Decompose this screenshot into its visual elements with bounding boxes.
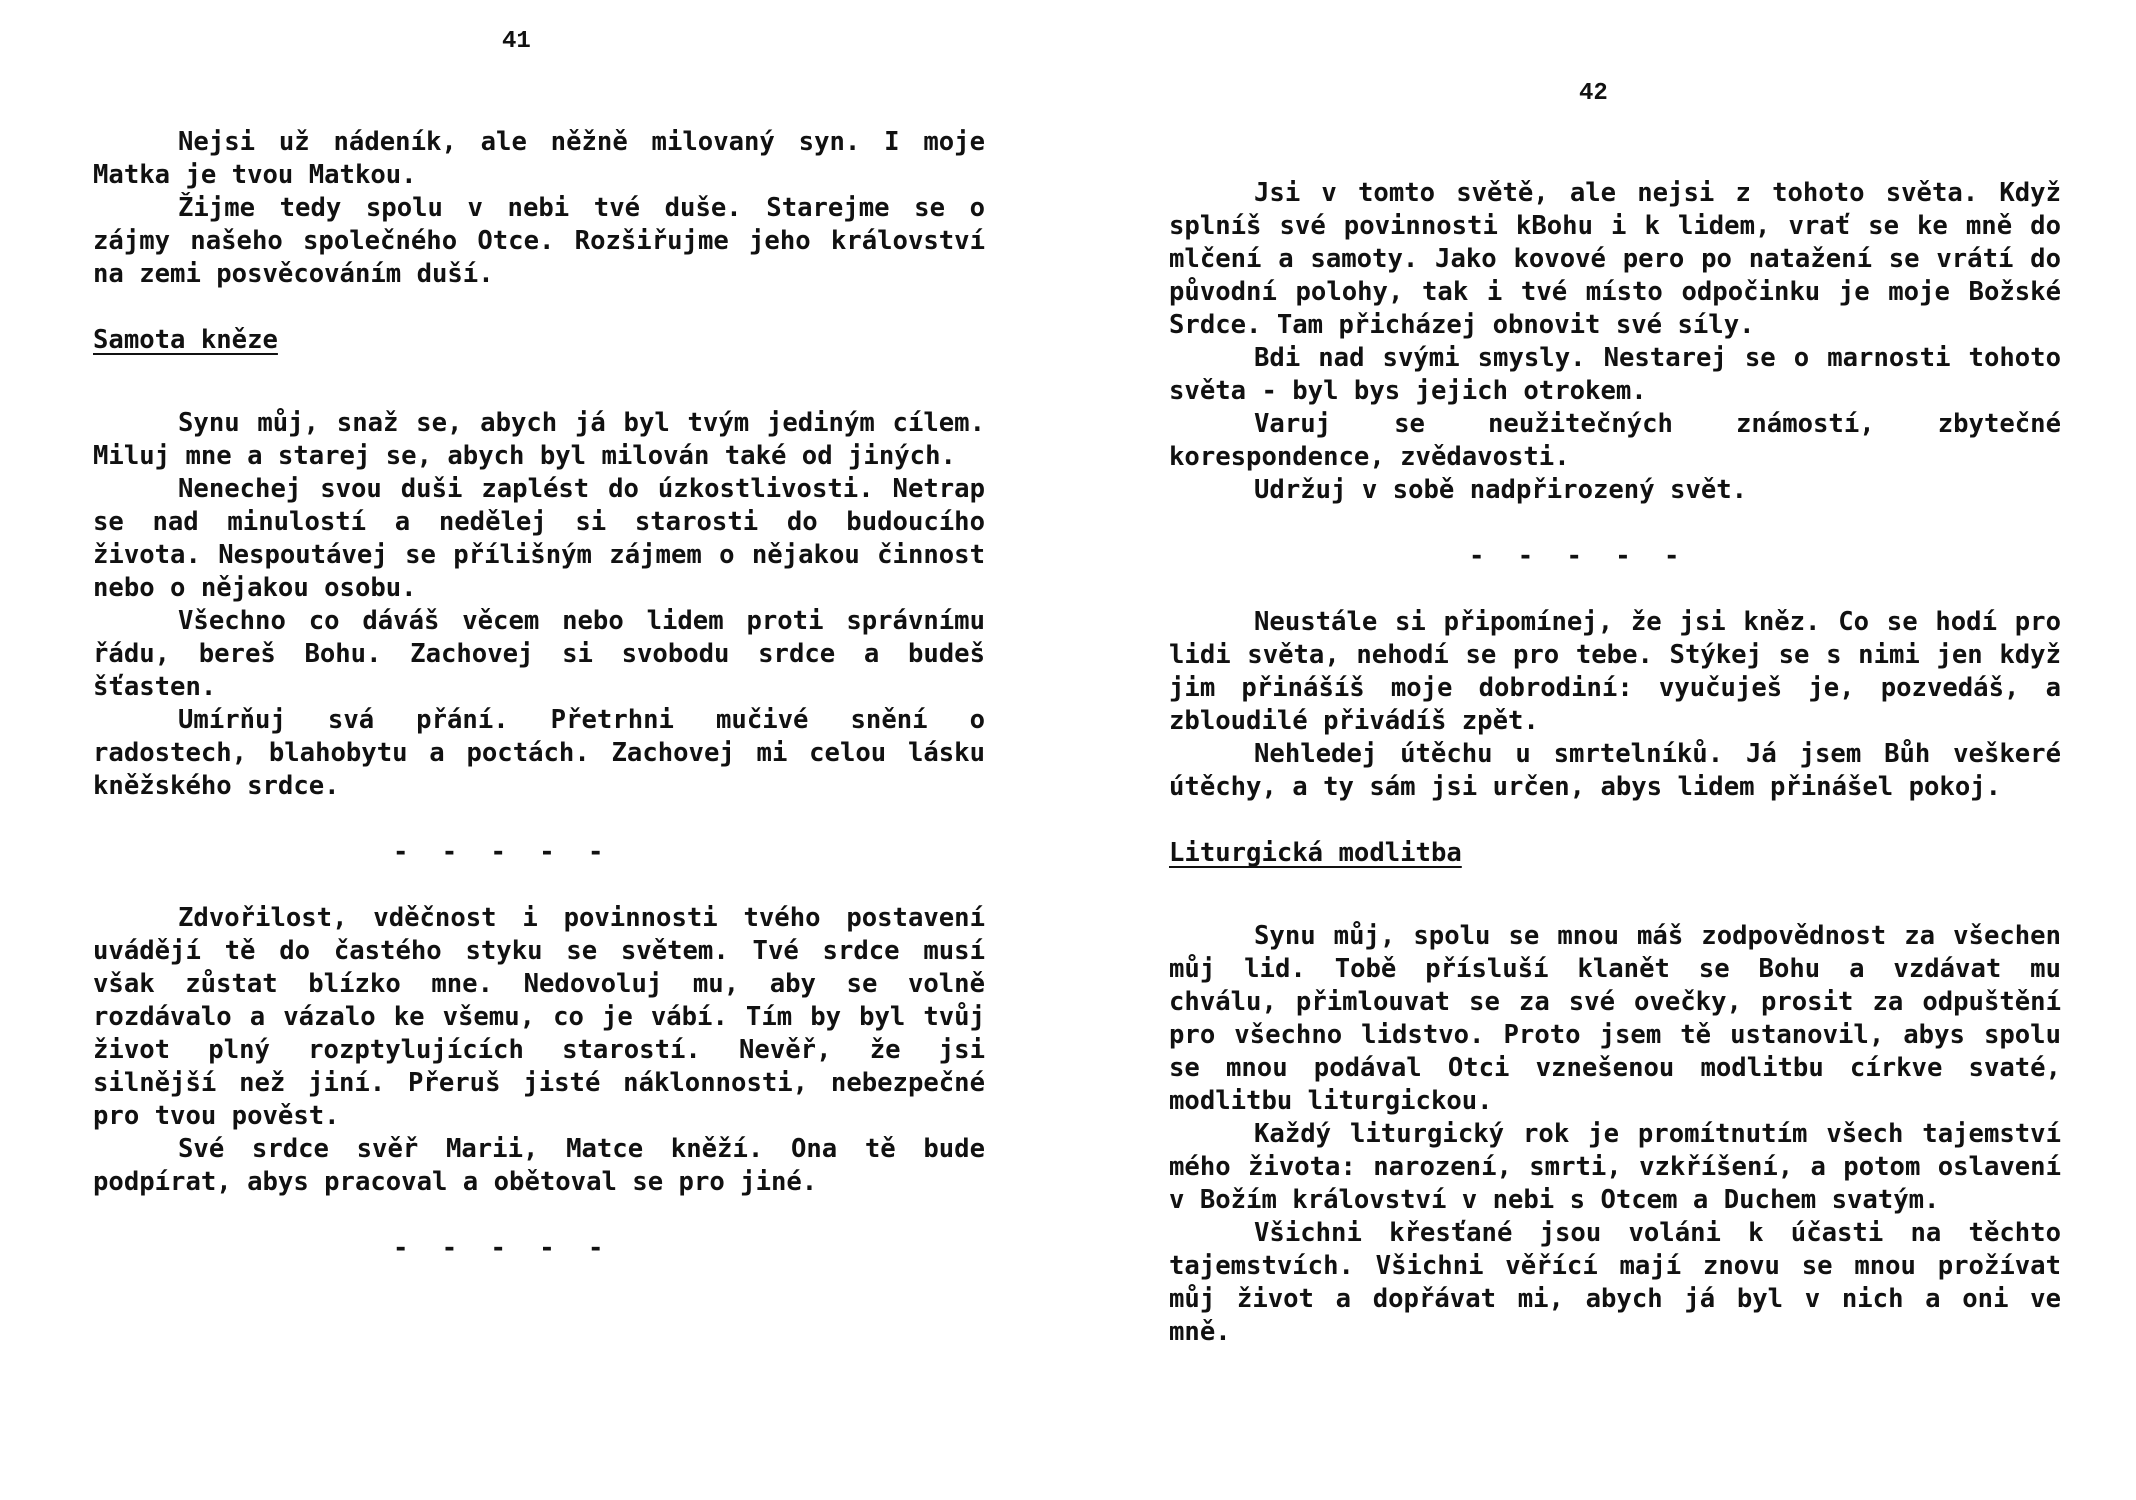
paragraph: Synu můj, snaž se, abych já byl tvým jediným cílem. Miluj mne a starej se, abych byl milován také od jiných. bbox=[93, 408, 985, 471]
section-separator: - - - - - bbox=[393, 837, 613, 867]
page-number: 42 bbox=[1579, 80, 1608, 107]
section-heading: Liturgická modlitba bbox=[1169, 838, 1462, 868]
paragraph: Bdi nad svými smysly. Nestarej se o marnosti tohoto světa - byl bys jejich otrokem. bbox=[1169, 343, 2061, 406]
text-column bbox=[1169, 177, 2061, 1349]
paragraph: Umírňuj svá přání. Přetrhni mučivé snění o radostech, blahobytu a poctách. Zachovej mi celou lásku kněžského srdce. bbox=[93, 705, 985, 801]
paragraph: Nenechej svou duši zaplést do úzkostlivosti. Netrap se nad minulostí a nedělej si starosti do budoucího života. Nespoutávej se přílišným zájmem o nějakou činnost nebo o nějakou osobu. bbox=[93, 474, 985, 603]
paragraph: Varuj se neužitečných známostí, zbytečné korespondence, zvědavosti. bbox=[1169, 409, 2061, 472]
text-column bbox=[93, 126, 985, 1265]
paragraph: Jsi v tomto světě, ale nejsi z tohoto světa. Když splníš své povinnosti kBohu i k lidem, vrať se ke mně do mlčení a samoty. Jako kovové pero po natažení se vrátí do původní polohy, tak i tvé místo odpočinku je moje Božské Srdce. Tam přicházej obnovit své síly. bbox=[1169, 178, 2061, 340]
section-separator: - - - - - bbox=[393, 1233, 613, 1263]
paragraph: Své srdce svěř Marii, Matce kněží. Ona tě bude podpírat, abys pracoval a obětoval se pro jiné. bbox=[93, 1134, 985, 1197]
right-page bbox=[1068, 0, 2136, 1500]
paragraph: Neustále si připomínej, že jsi kněz. Co se hodí pro lidi světa, nehodí se pro tebe. Stýkej se s nimi jen když jim přinášíš moje dobrodiní: vyučuješ je, pozvedáš, a zbloudilé přivádíš zpět. bbox=[1169, 607, 2061, 736]
paragraph: Nehledej útěchu u smrtelníků. Já jsem Bůh veškeré útěchy, a ty sám jsi určen, abys lidem přinášel pokoj. bbox=[1169, 739, 2061, 802]
paragraph: Každý liturgický rok je promítnutím všech tajemství mého života: narození, smrti, vzkříšení, a potom oslavení v Božím království v nebi s Otcem a Duchem svatým. bbox=[1169, 1119, 2061, 1215]
paragraph: Žijme tedy spolu v nebi tvé duše. Starejme se o zájmy našeho společného Otce. Rozšiřujme jeho království na zemi posvěcováním duší. bbox=[93, 193, 985, 289]
paragraph: Všechno co dáváš věcem nebo lidem proti správnímu řádu, bereš Bohu. Zachovej si svobodu srdce a budeš šťasten. bbox=[93, 606, 985, 702]
paragraph: Synu můj, spolu se mnou máš zodpovědnost za všechen můj lid. Tobě přísluší klanět se Bohu a vzdávat mu chválu, přimlouvat se za své ovečky, prosit za odpuštění pro všechno lidstvo. Proto jsem tě ustanovil, abys spolu se mnou podával Otci vznešenou modlitbu církve svaté, modlitbu liturgickou. bbox=[1169, 921, 2061, 1116]
page-number: 41 bbox=[502, 28, 531, 55]
paragraph: Nejsi už nádeník, ale něžně milovaný syn. I moje Matka je tvou Matkou. bbox=[93, 127, 985, 190]
section-heading: Samota kněze bbox=[93, 325, 278, 355]
paragraph: Udržuj v sobě nadpřirozený svět. bbox=[1254, 475, 1748, 505]
section-separator: - - - - - bbox=[1469, 541, 1689, 571]
paragraph: Všichni křesťané jsou voláni k účasti na těchto tajemstvích. Všichni věřící mají znovu se mnou prožívat můj život a dopřávat mi, abych já byl v nich a oni ve mně. bbox=[1169, 1218, 2061, 1347]
paragraph: Zdvořilost, vděčnost i povinnosti tvého postavení uvádějí tě do častého styku se světem. Tvé srdce musí však zůstat blízko mne. Nedovoluj mu, aby se volně rozdávalo a vázalo ke všemu, co je vábí. Tím by byl tvůj život plný rozptylujících starostí. Nevěř, že jsi silnější než jiní. Přeruš jisté náklonnosti, nebezpečné pro tvou pověst. bbox=[93, 903, 985, 1131]
